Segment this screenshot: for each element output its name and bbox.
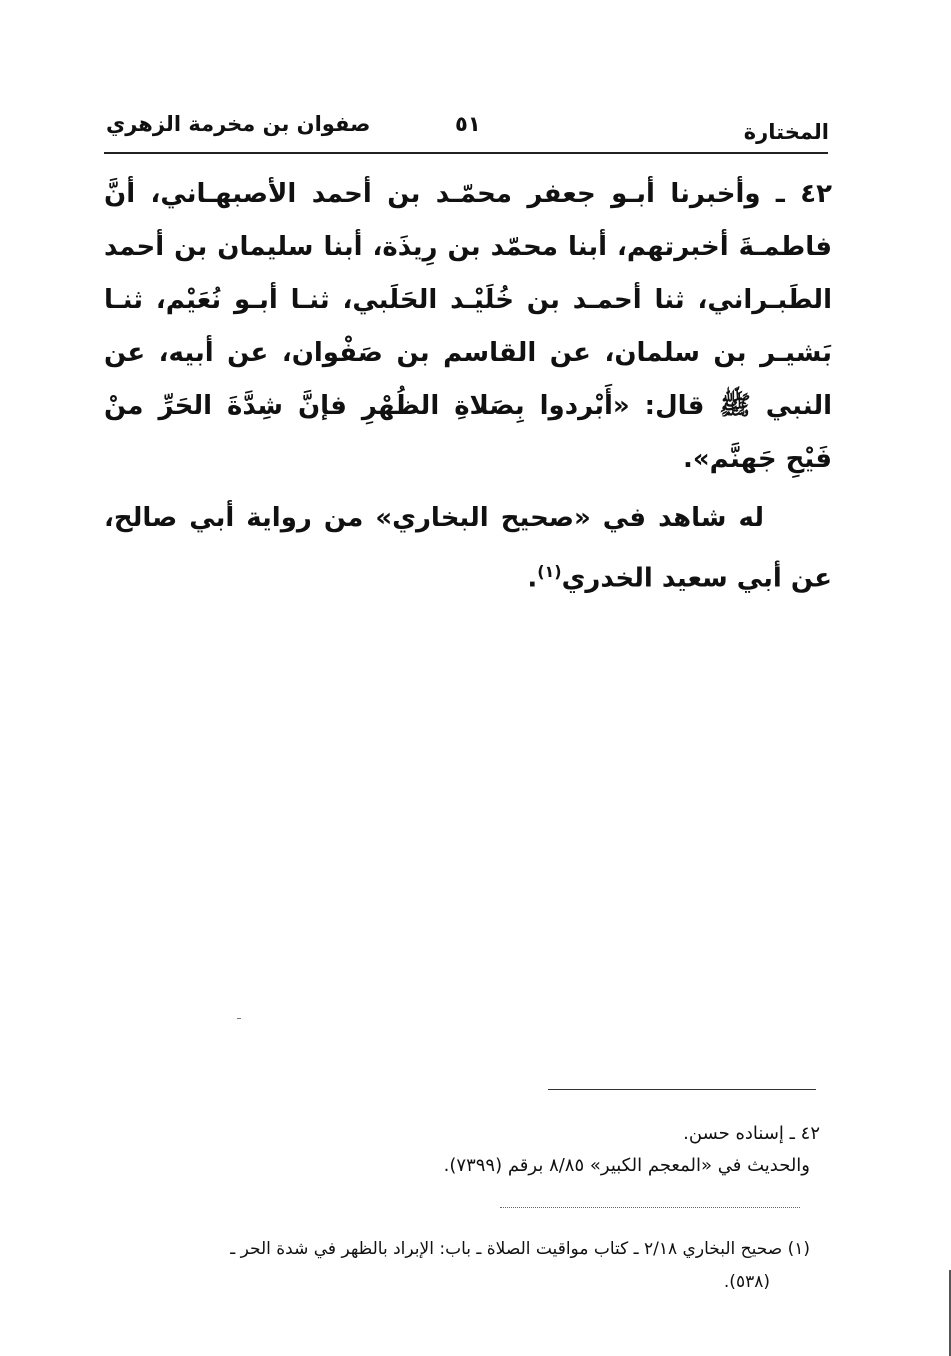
footnote-ref: (١) xyxy=(537,562,562,581)
footnotes xyxy=(86,1233,810,1299)
page-number: ٥١ xyxy=(455,112,481,136)
main-text xyxy=(104,168,832,606)
editor-notes xyxy=(320,1118,820,1182)
note-line: والحديث في «المعجم الكبير» ٨/٨٥ برقم (٧٣٩٩). xyxy=(443,1155,810,1176)
running-header-book-title: المختارة xyxy=(743,120,829,144)
header-divider xyxy=(104,152,828,154)
running-header-section-title: صفوان بن مخرمة الزهري xyxy=(106,112,371,136)
commentary-end: . xyxy=(527,563,538,594)
footnote-divider xyxy=(500,1207,800,1208)
footnote-line: (١) صحيح البخاري ٢/١٨ ـ كتاب مواقيت الصلاة ـ باب: الإبراد بالظهر في شدة الحر ـ xyxy=(230,1239,810,1259)
hadith-paragraph: ٤٢ ـ وأخبرنا أبـو جعفر محمّـد بن أحمد الأصبهـاني، أنَّ فاطمـةَ أخبرتهم، أبنا محمّد بن رِيذَة، أبنا سليمان بن أحمد الطَبـراني، ثنا أحمـد بن خُلَيْـد الحَلَبي، ثنـا أبـو نُعَيْم، ثنـا بَشيـر بن سلمان، عن القاسم بن صَفْوان، عن أبيه، عن النبي ﷺ قال: «أَبْردوا بِصَلاةِ الظُهْرِ فإنَّ شِدَّةَ الحَرِّ منْ فَيْحِ جَهنَّم». xyxy=(104,179,832,474)
commentary-text: له شاهد في «صحيح البخاري» من رواية أبي صالح، عن أبي سعيد الخدري xyxy=(104,503,832,594)
note-line: ٤٢ ـ إسناده حسن. xyxy=(683,1123,820,1144)
stray-mark xyxy=(237,1018,241,1019)
notes-divider xyxy=(548,1089,816,1090)
footnote-line: (٥٣٨). xyxy=(723,1272,770,1292)
commentary-paragraph xyxy=(104,492,832,606)
